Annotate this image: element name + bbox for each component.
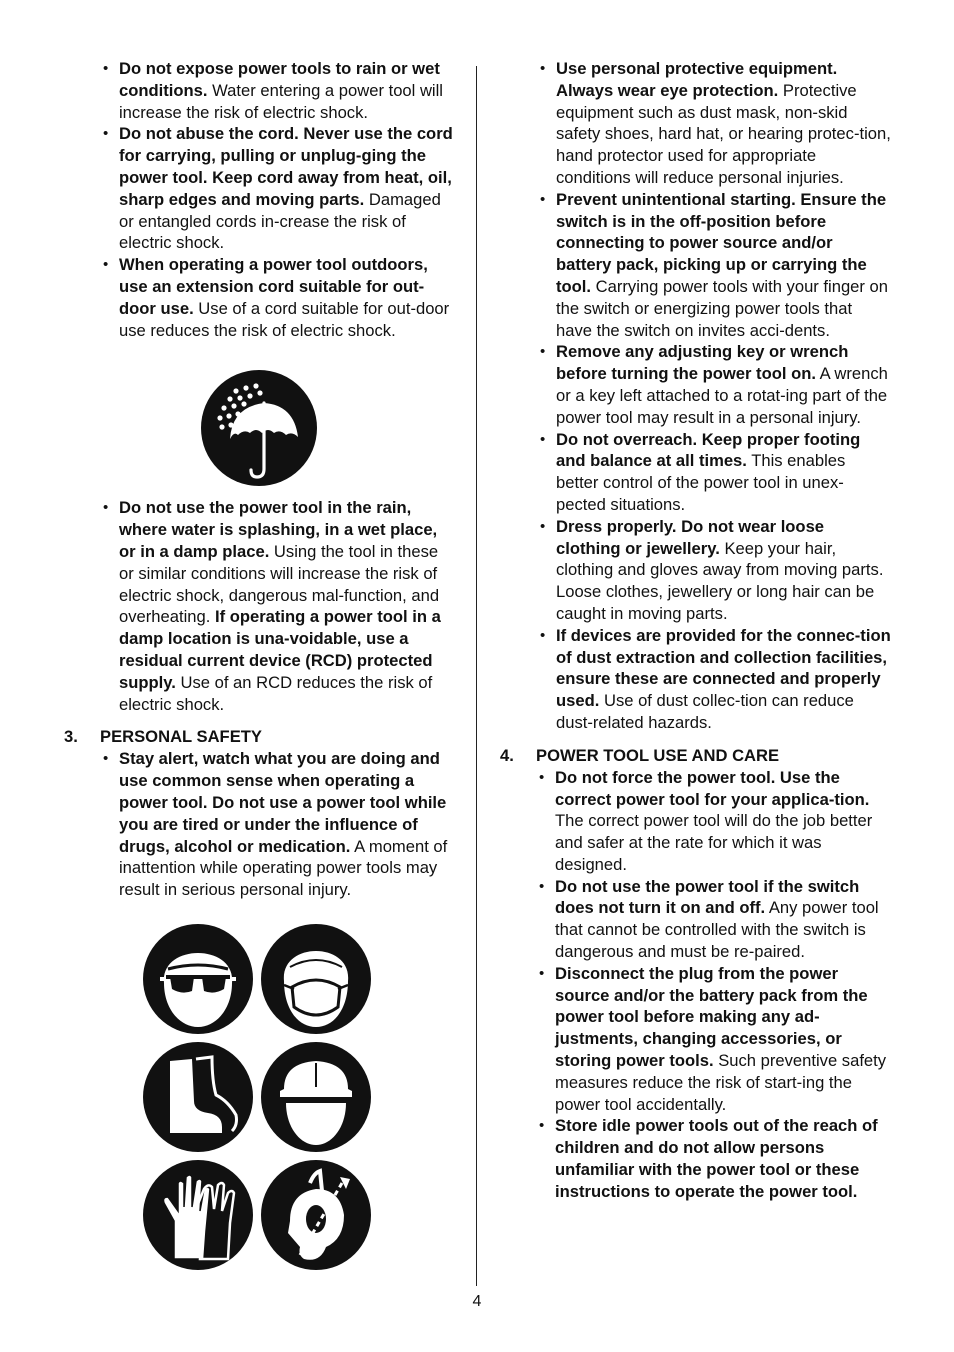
gloves-icon	[142, 1159, 254, 1271]
list-item: • Do not use the power tool if the switch does not turn it on and off. Any power tool that cannot be controlled with the switch is dangerous and must be re-paired.	[536, 876, 892, 963]
hard-hat-icon	[260, 1041, 372, 1153]
list-item: • Prevent unintentional starting. Ensure the switch is in the off-position before connecting to power source and/or battery pack, picking up or carrying the tool. Carrying power tools with your finger on the switch or energizing power tools that have the switch on invites acci-dents.	[537, 189, 892, 342]
safety-boots-icon	[142, 1041, 254, 1153]
right-column	[500, 58, 892, 1203]
safety-glasses-icon	[142, 923, 254, 1035]
list-item: • Disconnect the plug from the power source and/or the battery pack from the power tool before making any ad-justments, changing accessories, or storing power tools. Such preventive safety measures reduce the risk of start-ing the power tool accidentally.	[536, 963, 892, 1116]
dust-mask-icon	[260, 923, 372, 1035]
list-item: • Stay alert, watch what you are doing and use common sense when operating a power tool. Do not use a power tool while you are tired or under the influence of drugs, alcohol or medication. A moment of inattention while operating power tools may result in serious personal injury.	[100, 748, 456, 901]
left-column	[64, 58, 456, 1271]
list-item: • Do not abuse the cord. Never use the cord for carrying, pulling or unplug-ging the power tool. Keep cord away from heat, oil, sharp edges and moving parts. Damaged or entangled cords in-crease the risk of electric shock.	[100, 123, 456, 254]
left-list-3	[100, 748, 456, 901]
list-item: • When operating a power tool outdoors, use an extension cord suitable for out-door use. Use of a cord suitable for out-door use reduces the risk of electric shock.	[100, 254, 456, 341]
list-item: • Use personal protective equipment. Always wear eye protection. Protective equipment such as dust mask, non-skid safety shoes, hard hat, or hearing protec-tion, hand protector used for appropriate conditions will reduce personal injuries.	[537, 58, 892, 189]
list-item: • Do not force the power tool. Use the correct power tool for your applica-tion. The correct power tool will do the job better and safer at the rate for which it was designed.	[536, 767, 892, 876]
list-item: • Do not overreach. Keep proper footing and balance at all times. This enables better control of the power tool in unex-pected situations.	[537, 429, 892, 516]
list-item: • Dress properly. Do not wear loose clothing or jewellery. Keep your hair, clothing and gloves away from moving parts. Loose clothes, jewellery or long hair can be caught in moving parts.	[537, 516, 892, 625]
list-item: • Do not expose power tools to rain or wet conditions. Water entering a power tool will increase the risk of electric shock.	[100, 58, 456, 123]
right-list-1	[537, 58, 892, 734]
page-number: 4	[472, 1293, 482, 1310]
column-divider	[476, 66, 477, 1286]
section-heading-4: 4. POWER TOOL USE AND CARE	[500, 745, 780, 765]
list-item: • Remove any adjusting key or wrench before turning the power tool on. A wrench or a key left attached to a rotat-ing part of the power tool may result in a personal injury.	[537, 341, 892, 428]
ppe-pictogram-grid	[142, 923, 456, 1271]
list-item: • Store idle power tools out of the reach of children and do not allow persons unfamiliar with the power tool or these instructions to operate the power tool.	[536, 1115, 892, 1202]
list-item: • If devices are provided for the connec-tion of dust extraction and collection facilities, ensure these are connected and properly used. Use of dust collec-tion can reduce dust-related hazards.	[537, 625, 892, 734]
right-list-2	[536, 767, 892, 1203]
section-heading-3: 3. PERSONAL SAFETY	[64, 727, 262, 747]
left-list-2	[100, 497, 456, 715]
list-item: • Do not use the power tool in the rain, where water is splashing, in a wet place, or in a damp place. Using the tool in these or similar conditions will increase the risk of electric shock, dangerous mal-function, and overheating. If operating a power tool in a damp location is una-voidable, use a residual current device (RCD) protected supply. Use of an RCD reduces the risk of electric shock.	[100, 497, 456, 715]
umbrella-rain-icon	[200, 369, 318, 487]
left-list-1	[100, 58, 456, 341]
ear-protection-icon	[260, 1159, 372, 1271]
rain-pictogram	[200, 369, 456, 487]
